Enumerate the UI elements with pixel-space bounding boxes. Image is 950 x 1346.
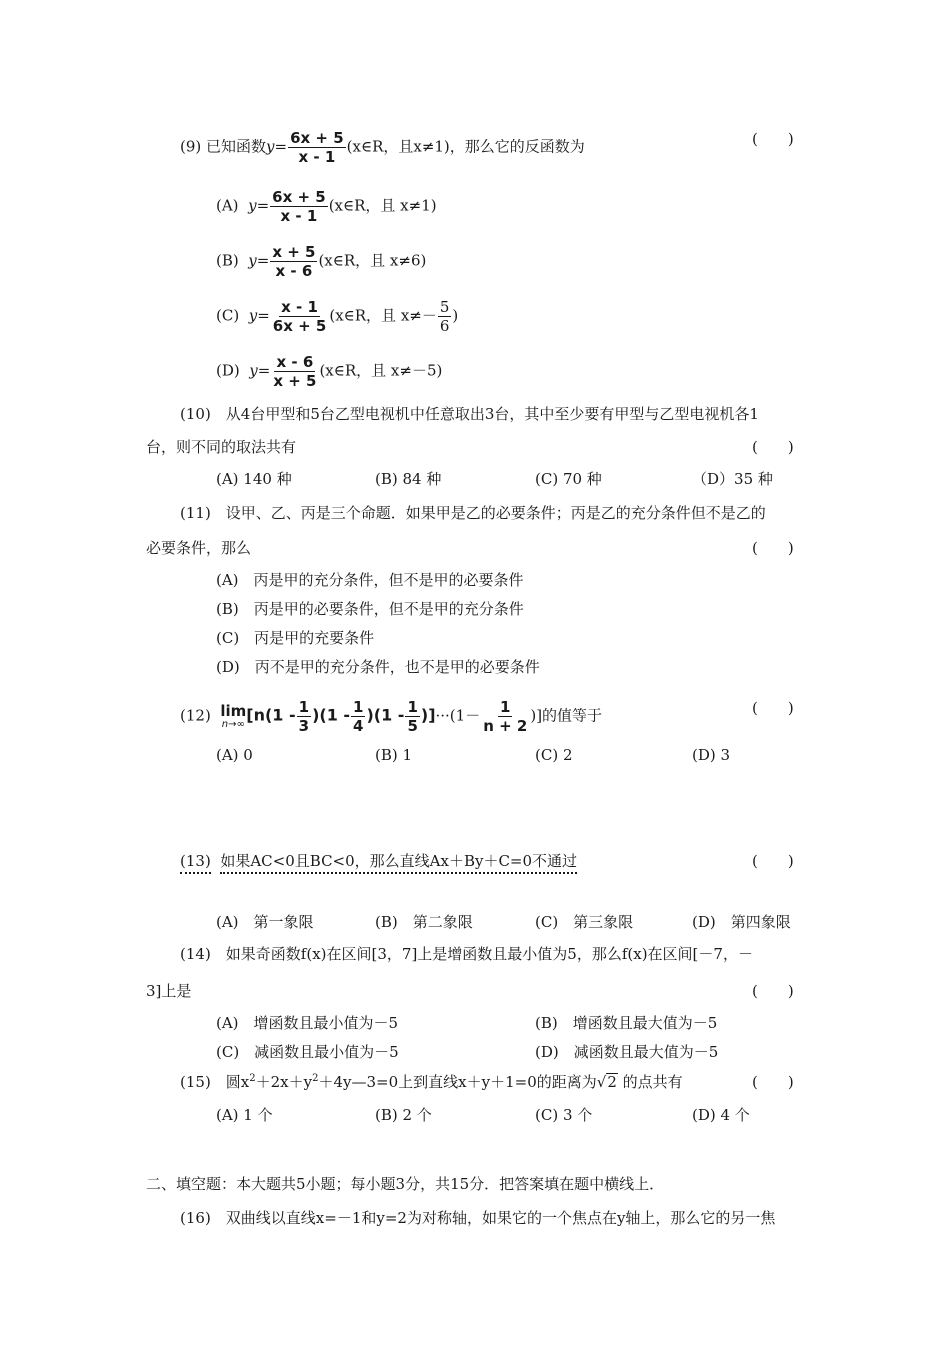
frac-num: x - 1 (281, 298, 318, 316)
q11-option-c[interactable]: (C) 丙是甲的充要条件 (216, 629, 375, 647)
frac-den: x + 5 (273, 372, 317, 390)
q13-option-c[interactable]: (C) 第三象限 (535, 913, 634, 931)
q9-domain: (x∈R，且x≠1)，那么它的反函数为 (346, 137, 585, 156)
condition-fraction (438, 298, 452, 335)
q12-frac-1 (297, 698, 311, 735)
frac-num: 5 (439, 298, 450, 316)
q10-option-d[interactable]: （D）35 种 (692, 470, 773, 488)
option-condition: (x∈R，且 x≠1) (328, 196, 437, 215)
frac-num: 1 (353, 698, 364, 716)
q10-option-b[interactable]: (B) 84 种 (375, 470, 442, 488)
q12-option-b[interactable]: (B) 1 (375, 746, 413, 764)
y-equals: y= (248, 306, 270, 325)
lim-subscript: n→∞ (221, 718, 245, 730)
q12-option-a[interactable]: (A) 0 (216, 746, 253, 764)
q9-option-a[interactable] (216, 188, 437, 225)
q10-answer-paren[interactable]: ( ) (752, 438, 794, 456)
frac-den: x - 6 (275, 262, 313, 280)
y-equals: y= (248, 196, 270, 215)
q14-answer-paren[interactable]: ( ) (752, 982, 794, 1000)
q9-option-b[interactable] (216, 243, 426, 280)
q10-option-c[interactable]: (C) 70 种 (535, 470, 602, 488)
q9-prefix: 已知函数 (206, 137, 267, 156)
q12-mid-1: )(1 - (312, 705, 351, 725)
q11-option-a[interactable]: (A) 丙是甲的充分条件，但不是甲的必要条件 (216, 571, 524, 589)
y-equals: y= (249, 361, 271, 380)
frac-num: 1 (298, 698, 310, 716)
option-label: (C) (216, 306, 240, 325)
q11-option-b[interactable]: (B) 丙是甲的必要条件，但不是甲的充分条件 (216, 600, 524, 618)
frac-den: 4 (353, 717, 364, 735)
q11-line1: (11) 设甲、乙、丙是三个命题．如果甲是乙的必要条件；丙是乙的充分条件但不是乙的 (180, 504, 766, 522)
q14-line1: (14) 如果奇函数f(x)在区间[3，7]上是增函数且最小值为5，那么f(x)在区间[－7，－ (180, 945, 753, 963)
frac-num: x - 6 (276, 353, 314, 371)
q10-option-a[interactable]: (A) 140 种 (216, 470, 292, 488)
q15-tail: 的点共有 (622, 1073, 683, 1091)
q14-option-d[interactable]: (D) 减函数且最大值为－5 (535, 1043, 719, 1061)
q15-stem (180, 1072, 683, 1092)
q9-frac-num: 6x + 5 (290, 129, 344, 147)
q14-option-c[interactable]: (C) 减函数且最小值为－5 (216, 1043, 399, 1061)
q15-mid-2: ＋4y—3=0上到直线x＋y＋1=0的距离为 (318, 1073, 597, 1091)
frac-num: 6x + 5 (272, 188, 326, 206)
q15-answer-paren[interactable]: ( ) (752, 1073, 794, 1091)
option-condition: (x∈R，且 x≠－5) (319, 361, 443, 380)
frac-den: x - 1 (280, 207, 318, 225)
frac-den: 5 (407, 717, 418, 735)
q15-sup-1: 2 (249, 1073, 256, 1084)
section2-heading: 二、填空题：本大题共5小题；每小题3分，共15分．把答案填在题中横线上． (146, 1175, 665, 1193)
q15-option-d[interactable]: (D) 4 个 (692, 1106, 750, 1124)
option-label: (B) (216, 251, 239, 270)
q15-prefix: (15) 圆x (180, 1073, 250, 1091)
q9-option-c[interactable] (216, 298, 458, 335)
q14-line2: 3]上是 (146, 982, 192, 1000)
q13-option-b[interactable]: (B) 第二象限 (375, 913, 473, 931)
frac-den: 6 (439, 317, 450, 335)
q12-mid-3: )] (420, 705, 436, 725)
option-label: (A) (216, 196, 239, 215)
frac-num: 1 (500, 698, 511, 716)
frac-den: 3 (298, 717, 310, 735)
q16-line1: (16) 双曲线以直线x=－1和y=2为对称轴，如果它的一个焦点在y轴上，那么它的另一焦 (180, 1209, 776, 1227)
q13-answer-paren[interactable]: ( ) (752, 852, 794, 870)
option-condition: (x∈R，且 x≠－ (329, 306, 437, 325)
q13-option-a[interactable]: (A) 第一象限 (216, 913, 314, 931)
radical-icon: √ (596, 1073, 607, 1091)
q12-frac-3 (405, 698, 419, 735)
q9-frac-den: x - 1 (298, 148, 336, 166)
q11-option-d[interactable]: (D) 丙不是甲的充分条件，也不是甲的必要条件 (216, 658, 540, 676)
q12-option-d[interactable]: (D) 3 (692, 746, 731, 764)
q11-answer-paren[interactable]: ( ) (752, 539, 794, 557)
q13-number: (13) (180, 852, 211, 874)
q11-line2: 必要条件，那么 (146, 539, 252, 557)
q13-text: 如果AC<0且BC<0，那么直线Ax＋By＋C=0不通过 (220, 852, 577, 874)
condition-close: ) (452, 306, 459, 325)
option-condition: (x∈R，且 x≠6) (318, 251, 427, 270)
option-fraction (270, 243, 317, 280)
q9-number: (9) (180, 137, 202, 156)
q12-mid-2: )(1 - (366, 705, 405, 725)
frac-num: 1 (407, 698, 418, 716)
q13-option-d[interactable]: (D) 第四象限 (692, 913, 791, 931)
q9-y: y= (266, 137, 288, 156)
q12-open: [n(1 - (246, 705, 296, 725)
q12-frac-2 (351, 698, 365, 735)
q15-option-b[interactable]: (B) 2 个 (375, 1106, 432, 1124)
q9-stem (180, 129, 585, 166)
q15-option-a[interactable]: (A) 1 个 (216, 1106, 273, 1124)
q15-sup-2: 2 (312, 1073, 319, 1084)
lim-word: lim (220, 701, 247, 720)
option-fraction (271, 353, 318, 390)
option-fraction (271, 298, 329, 335)
q10-line1: (10) 从4台甲型和5台乙型电视机中任意取出3台，其中至少要有甲型与乙型电视机各1 (180, 405, 759, 423)
q9-answer-paren[interactable]: ( ) (752, 130, 794, 148)
q12-option-c[interactable]: (C) 2 (535, 746, 573, 764)
option-label: (D) (216, 361, 240, 380)
frac-den: 6x + 5 (272, 317, 327, 335)
option-fraction (270, 188, 328, 225)
frac-num: x + 5 (272, 243, 316, 261)
q12-tail: )]的值等于 (530, 706, 603, 725)
q13-stem (180, 851, 577, 871)
q12-dots: ···(1－ (435, 706, 481, 725)
q10-line2: 台，则不同的取法共有 (146, 438, 297, 456)
q12-number: (12) (180, 706, 211, 725)
q12-answer-paren[interactable]: ( ) (752, 699, 794, 717)
y-equals: y= (248, 251, 270, 270)
q14-option-b[interactable]: (B) 增函数且最大值为－5 (535, 1014, 718, 1032)
q14-option-a[interactable]: (A) 增函数且最小值为－5 (216, 1014, 399, 1032)
q12-limit (220, 703, 246, 731)
q15-mid-1: ＋2x＋y (255, 1073, 313, 1091)
q9-fraction (288, 129, 346, 166)
q15-option-c[interactable]: (C) 3 个 (535, 1106, 593, 1124)
frac-den: n + 2 (483, 717, 528, 735)
q15-radicand: 2 (607, 1073, 617, 1091)
q9-option-d[interactable] (216, 353, 442, 390)
q12-frac-4 (481, 698, 529, 735)
q12-stem (180, 698, 602, 735)
